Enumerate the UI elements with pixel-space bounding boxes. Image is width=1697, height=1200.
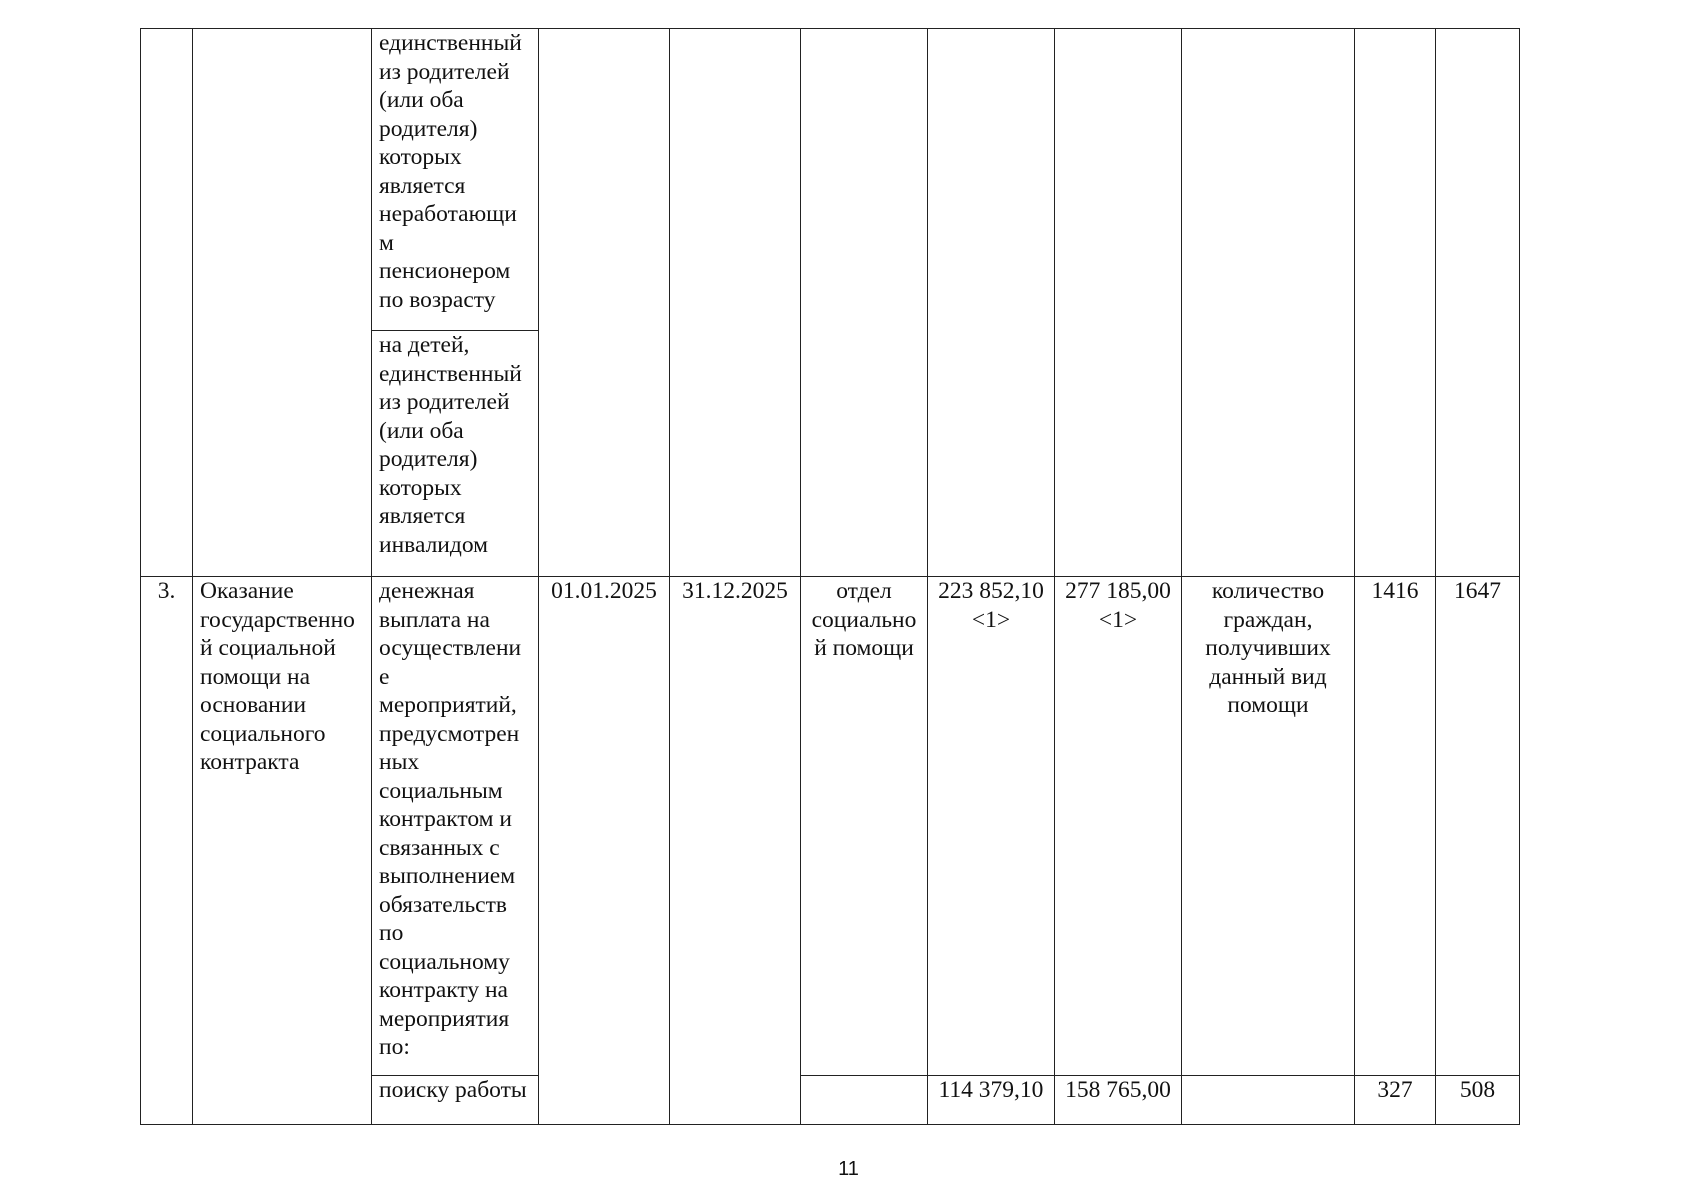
table-row xyxy=(141,577,1520,1076)
program-table xyxy=(140,28,1520,1125)
sub-value-2: 508 xyxy=(1436,1076,1520,1125)
cell-start-empty xyxy=(539,29,670,577)
cell-indicator-empty xyxy=(1182,29,1355,577)
page-number: 11 xyxy=(838,1158,859,1180)
funding-next: 277 185,00 <1> xyxy=(1055,577,1182,1076)
funding-2025: 223 852,10 <1> xyxy=(928,577,1055,1076)
measure-name: Оказание государственно й социальной помощи на основании социального контракта xyxy=(193,577,372,1125)
cell-num-empty xyxy=(141,29,193,577)
cell-val1-empty xyxy=(1355,29,1436,577)
cell-name-empty xyxy=(193,29,372,577)
cell-sum2-empty xyxy=(1055,29,1182,577)
sub-executor-empty xyxy=(801,1076,928,1125)
sub-value-1: 327 xyxy=(1355,1076,1436,1125)
executor: отдел социально й помощи xyxy=(801,577,928,1076)
indicator-name: количество граждан, получивших данный вид помощи xyxy=(1182,577,1355,1076)
cell-val2-empty xyxy=(1436,29,1520,577)
row-number: 3. xyxy=(141,577,193,1125)
end-date: 31.12.2025 xyxy=(670,577,801,1125)
start-date: 01.01.2025 xyxy=(539,577,670,1125)
cell-sum1-empty xyxy=(928,29,1055,577)
sub-indicator-empty xyxy=(1182,1076,1355,1125)
sub-funding-2025: 114 379,10 xyxy=(928,1076,1055,1125)
sub-measure-job-search: поиску работы xyxy=(372,1076,539,1125)
sub-funding-next: 158 765,00 xyxy=(1055,1076,1182,1125)
cell-category-disabled: на детей, единственный из родителей (или оба родителя) которых является инвалидом xyxy=(372,331,539,577)
cell-end-empty xyxy=(670,29,801,577)
cell-category-pensioner: единственный из родителей (или оба родителя) которых является неработающи м пенсионером по возрасту xyxy=(372,29,539,331)
measure-description: денежная выплата на осуществлени е мероприятий, предусмотрен ных социальным контрактом и связанных с выполнением обязательств по социальному контракту на мероприятия по: xyxy=(372,577,539,1076)
indicator-value-1: 1416 xyxy=(1355,577,1436,1076)
indicator-value-2: 1647 xyxy=(1436,577,1520,1076)
table-row xyxy=(141,29,1520,331)
cell-executor-empty xyxy=(801,29,928,577)
